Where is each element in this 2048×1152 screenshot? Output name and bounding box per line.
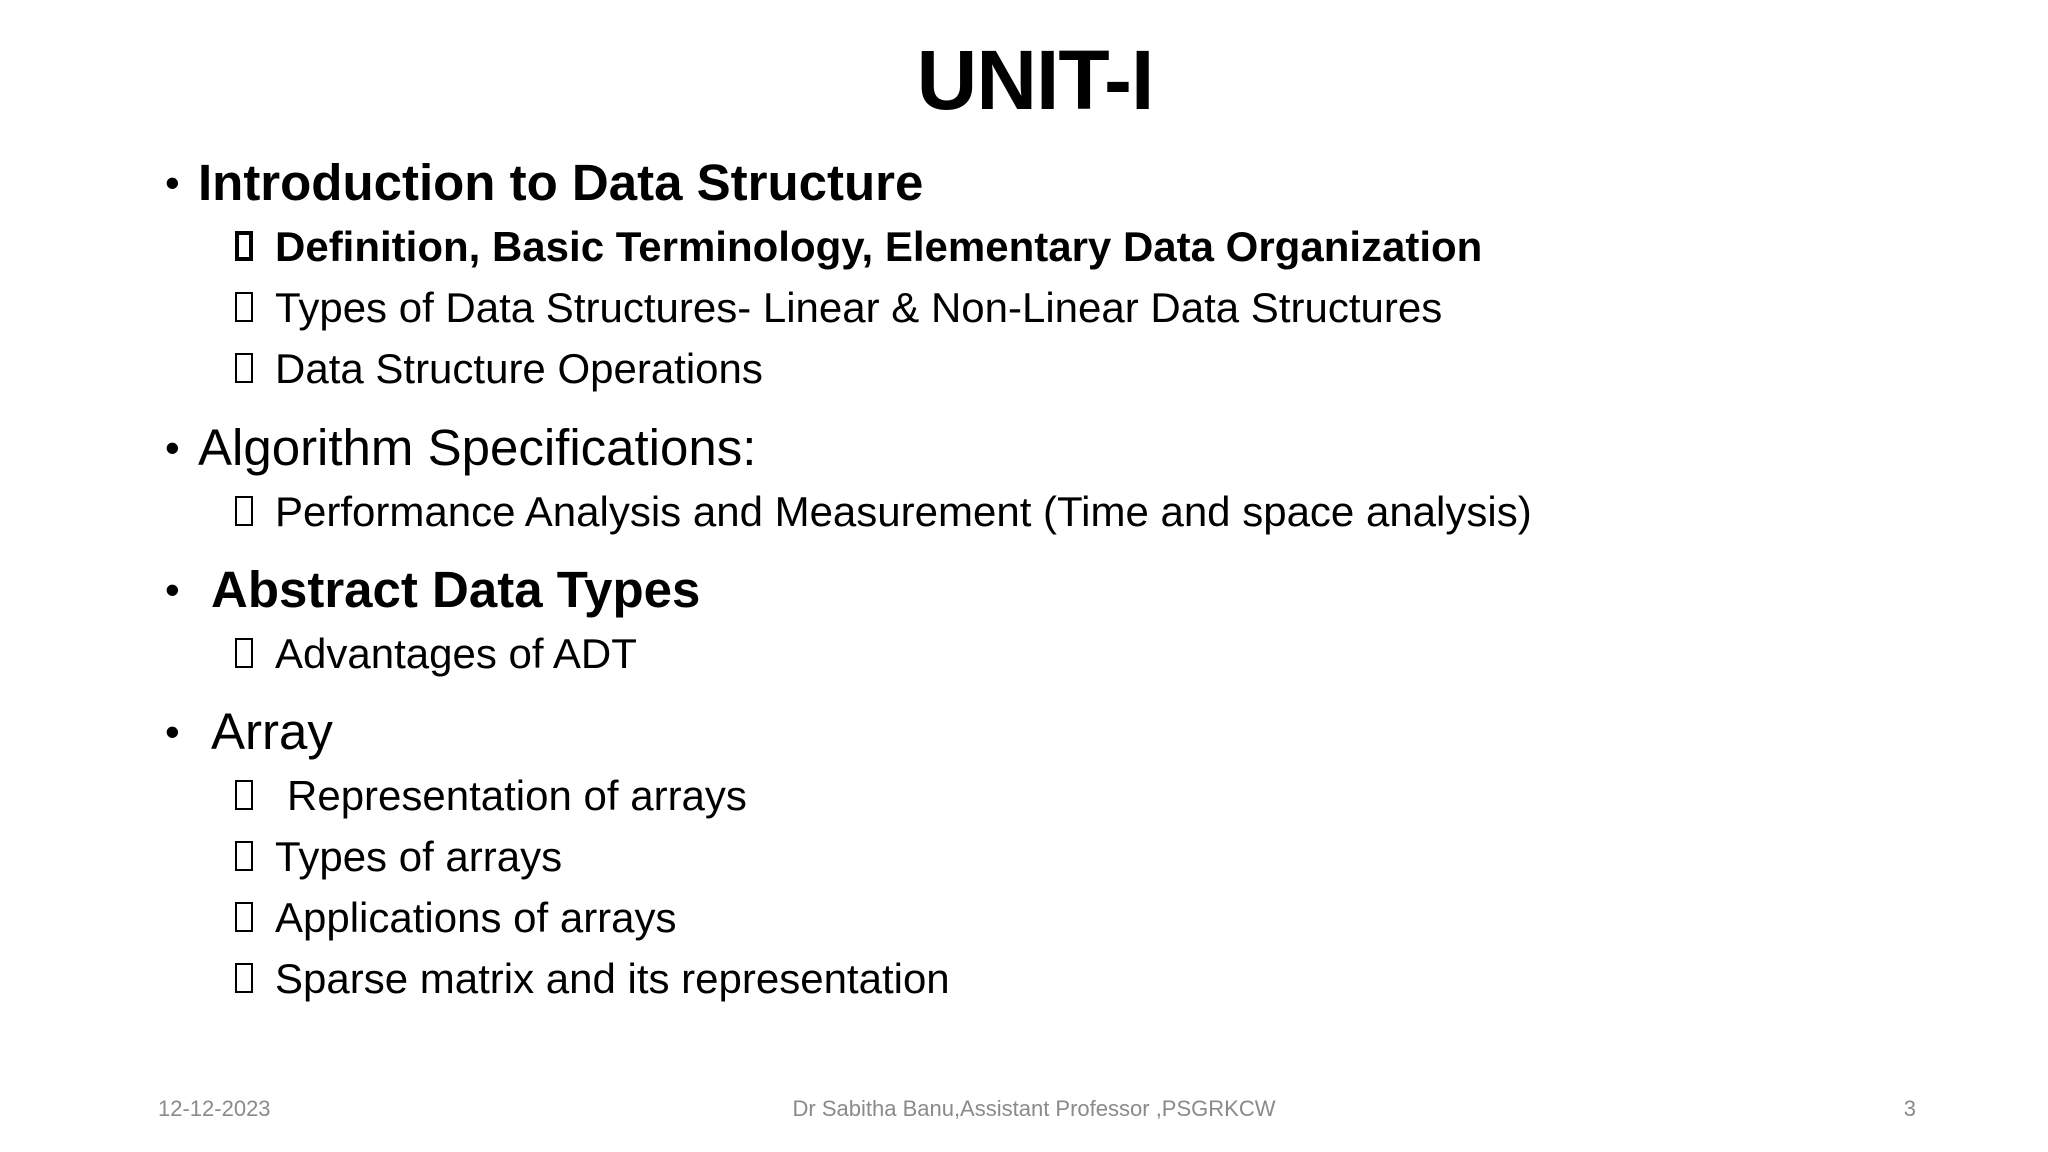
missing-glyph-box-icon bbox=[235, 963, 253, 993]
missing-glyph-box-icon bbox=[235, 638, 253, 668]
bullet-icon: • bbox=[165, 424, 180, 471]
bullet-icon: • bbox=[165, 159, 180, 206]
missing-glyph-box-icon bbox=[235, 496, 253, 526]
missing-glyph-box-icon bbox=[235, 902, 253, 932]
section-heading-label: Algorithm Specifications: bbox=[198, 419, 757, 476]
section-heading-label: Abstract Data Types bbox=[211, 561, 701, 618]
list-item-label: Advantages of ADT bbox=[275, 630, 637, 677]
page-number: 3 bbox=[1903, 1096, 1916, 1121]
bullet-icon: • bbox=[165, 708, 180, 755]
list-item-label: Types of arrays bbox=[275, 833, 563, 880]
slide-title: UNIT-I bbox=[916, 33, 1154, 127]
section-heading-label: Array bbox=[211, 703, 333, 760]
bullet-icon: • bbox=[165, 566, 180, 613]
footer-author: Dr Sabitha Banu,Assistant Professor ,PSGRKCW bbox=[792, 1096, 1276, 1121]
list-item-label: Representation of arrays bbox=[287, 772, 747, 819]
list-item-label: Sparse matrix and its representation bbox=[275, 955, 950, 1002]
list-item-label: Types of Data Structures- Linear & Non-Linear Data Structures bbox=[275, 284, 1443, 331]
list-item-label: Definition, Basic Terminology, Elementary Data Organization bbox=[275, 223, 1483, 270]
list-item-label: Data Structure Operations bbox=[275, 345, 763, 392]
missing-glyph-box-icon bbox=[235, 292, 253, 322]
missing-glyph-box-icon bbox=[235, 231, 253, 261]
missing-glyph-box-icon bbox=[235, 353, 253, 383]
missing-glyph-box-icon bbox=[235, 841, 253, 871]
footer-date: 12-12-2023 bbox=[158, 1096, 271, 1121]
list-item-label: Applications of arrays bbox=[275, 894, 677, 941]
section-heading-label: Introduction to Data Structure bbox=[198, 154, 924, 211]
list-item-label: Performance Analysis and Measurement (Time and space analysis) bbox=[275, 488, 1532, 535]
missing-glyph-box-icon bbox=[235, 780, 253, 810]
